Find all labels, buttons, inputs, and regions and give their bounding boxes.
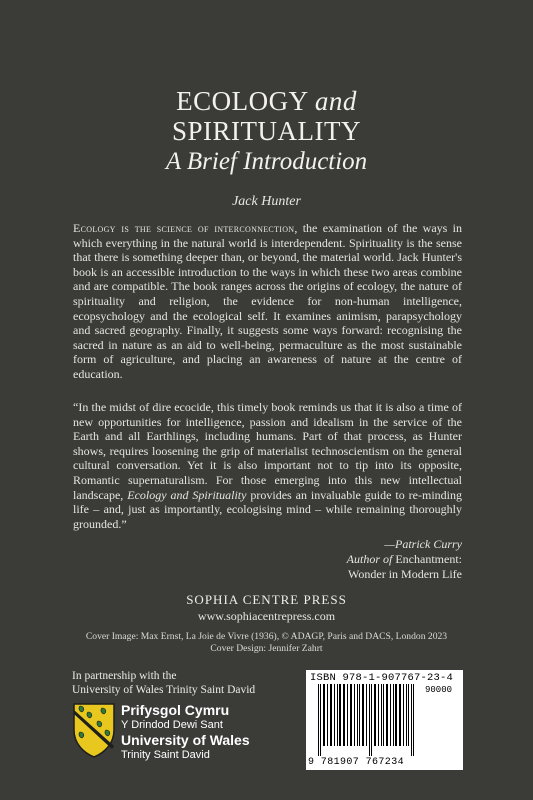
title-block — [0, 86, 533, 178]
university-english-name: University of Wales — [121, 732, 250, 748]
attribution-role — [242, 552, 462, 567]
isbn-number: ISBN 978-1-907767-23-4 — [310, 672, 454, 684]
author-name: Jack Hunter — [232, 194, 301, 209]
title-word-and: and — [314, 86, 357, 116]
quote-attribution — [242, 537, 462, 582]
isbn-barcode — [306, 670, 463, 770]
attribution-work-subtitle: Wonder in Modern Life — [348, 567, 462, 581]
quote-part-1: “In the midst of dire ecocide, this timely book reminds us that it is also a time of new opportunities for intelligence, passion and idealism in the service of the Earth and all Earthlings, including humans. Part of that process, as Hunter shows, requires loosening the grip of materialist technoscientism on the general cultural conversation. Yet it is also important not to tip into its opposite, Romantic supernaturalism. For those emerging into this new intellectual landscape, — [73, 400, 462, 502]
ean-digits: 9 781907 767234 — [308, 757, 405, 768]
subtitle: A Brief Introduction — [165, 148, 368, 175]
quote-part-2: provides an invaluable guide to re-minding life – and, just as importantly, ecologising mind – while remaining thoroughly grounded.” — [73, 487, 462, 531]
title-line-1 — [0, 86, 533, 116]
university-crest-icon — [72, 702, 116, 758]
quote-book-title: Ecology and Spirituality — [127, 487, 247, 502]
endorsement-quote — [73, 400, 462, 531]
barcode-icon — [314, 684, 459, 758]
publisher-name: SOPHIA CENTRE PRESS — [186, 592, 347, 607]
university-welsh-subtitle: Y Drindod Dewi Sant — [121, 719, 223, 731]
attribution-name: —Patrick Curry — [384, 537, 462, 551]
partnership-line-2: University of Wales Trinity Saint David — [72, 684, 256, 696]
university-logo-text — [121, 702, 250, 762]
publisher-url: www.sophiacentrepress.com — [197, 609, 336, 623]
partnership-line-1: In partnership with the — [72, 670, 177, 682]
title-word-ecology: ECOLOGY — [176, 86, 308, 116]
university-welsh-name: Prifysgol Cymru — [121, 702, 230, 718]
university-english-subtitle: Trinity Saint David — [121, 749, 210, 761]
cover-credits — [0, 631, 533, 655]
cover-design-credit: Cover Design: Jennifer Zahrt — [210, 643, 323, 654]
cover-image-credit: Cover Image: Max Ernst, La Joie de Vivre (1936), © ADAGP, Paris and DACS, London 2023 — [85, 631, 448, 642]
description-blurb — [73, 221, 462, 382]
blurb-lead: Ecology is the science of interconnection — [73, 221, 295, 235]
title-line-2: SPIRITUALITY — [172, 116, 361, 146]
blurb-text: , the examination of the ways in which everything in the natural world is interdependent. Spirituality is the sense that there is something deeper than, or beyond, the material world. Jack Hunter's book is an accessible introduction to the ways in which these two areas combine and are compatible. The book ranges across the origins of ecology, the nature of spirituality and religion, the evidence for non-human intelligence, ecopsychology and the ecological self. It examines animism, parapsychology and sacred geography. Finally, it suggests some ways forward: recognising the sacred in nature as an aid to well-being, permaculture as the most sustainable form of agriculture, and placing an awareness of nature at the centre of education. — [73, 221, 462, 381]
attribution-role-prefix: Author of — [346, 552, 393, 566]
attribution-work-title: Enchantment: — [395, 552, 462, 566]
price-code: 90000 — [425, 685, 453, 695]
partnership-note — [72, 669, 255, 697]
